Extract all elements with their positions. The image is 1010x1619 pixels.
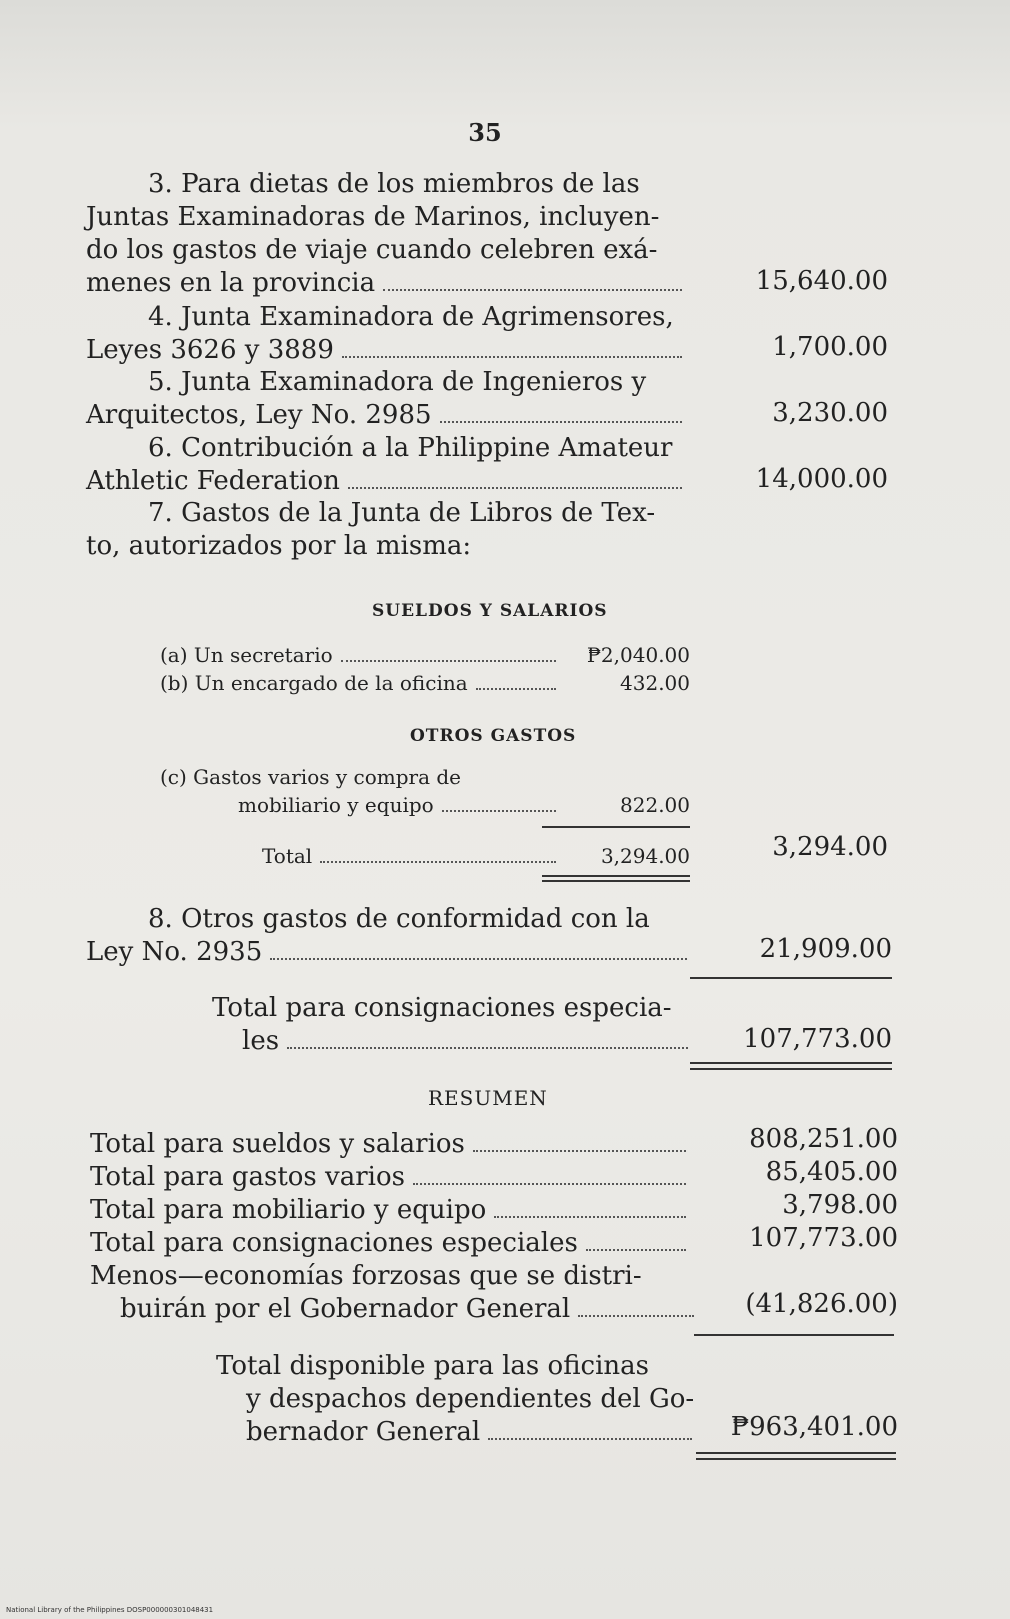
- grand-total-label-3: bernador General: [246, 1417, 481, 1447]
- double-rule-top: [542, 875, 690, 877]
- dot-leader: [342, 355, 682, 358]
- otros-gastos-heading: OTROS GASTOS: [410, 726, 577, 746]
- item-4: [86, 301, 686, 367]
- item-8: [86, 903, 691, 969]
- resumen-menos-amount: (41,826.00): [745, 1289, 898, 1319]
- dot-leader: [578, 1314, 694, 1317]
- resumen-row-3-amount: 3,798.00: [782, 1190, 898, 1220]
- row-a: [160, 641, 690, 669]
- row-c-value: 822.00: [620, 793, 690, 817]
- special-total-amount: 107,773.00: [743, 1024, 892, 1054]
- item-8-line-1: 8. Otros gastos de conformidad con la: [148, 904, 650, 934]
- grand-total-line-3: [246, 1416, 696, 1448]
- library-footer: National Library of the Philippines DOSP000000301048431: [6, 1606, 214, 1614]
- page-number: 35: [468, 118, 502, 147]
- resumen-row-1-amount: 808,251.00: [749, 1124, 898, 1154]
- item-3-line-4: menes en la provincia: [86, 268, 376, 298]
- row-c: [238, 791, 690, 819]
- resumen-row-4: [90, 1227, 690, 1259]
- item-6-amount: 14,000.00: [755, 464, 888, 494]
- dot-leader: [320, 860, 556, 863]
- resumen-menos-line-2: [120, 1293, 698, 1325]
- sueldos-heading: SUELDOS Y SALARIOS: [372, 601, 608, 621]
- dot-leader: [341, 659, 556, 662]
- grand-total-label-2: y despachos dependientes del Go-: [246, 1384, 695, 1414]
- resumen-row-2: [90, 1161, 690, 1193]
- item-7-line-2: to, autorizados por la misma:: [86, 531, 472, 561]
- row-b-value: 432.00: [620, 671, 690, 695]
- row-total-label: Total: [262, 844, 313, 868]
- dot-leader: [413, 1182, 686, 1185]
- dot-leader: [476, 687, 556, 690]
- item-5-line-2: Arquitectos, Ley No. 2985: [86, 400, 432, 430]
- item-4-line-2: Leyes 3626 y 3889: [86, 335, 334, 365]
- resumen-row-1: [90, 1128, 690, 1160]
- grand-total-line-2: [246, 1383, 696, 1415]
- double-rule-bottom: [542, 880, 690, 882]
- resumen-heading: RESUMEN: [428, 1086, 548, 1110]
- double-rule-top: [696, 1452, 896, 1454]
- grand-total-amount: ₱963,401.00: [730, 1412, 898, 1442]
- row-c-line-1: [160, 763, 690, 791]
- resumen-row-3: [90, 1194, 690, 1226]
- row-b: [160, 669, 690, 697]
- item-3-amount: 15,640.00: [755, 266, 888, 296]
- dot-leader: [440, 420, 682, 423]
- item-3-line-3: do los gastos de viaje cuando celebren exá-: [86, 235, 658, 265]
- resumen-row-2-label: Total para gastos varios: [90, 1162, 405, 1192]
- double-rule-bottom: [696, 1458, 896, 1460]
- item-5-line-1: 5. Junta Examinadora de Ingenieros y: [148, 367, 647, 397]
- row-a-label: (a) Un secretario: [160, 643, 333, 667]
- dot-leader: [473, 1149, 686, 1152]
- row-c-label-2: mobiliario y equipo: [238, 793, 434, 817]
- special-total-line-1: Total para consignaciones especia-: [212, 993, 672, 1023]
- subtotal-rule: [542, 826, 690, 828]
- resumen-menos-label-1: Menos—economías forzosas que se distri-: [90, 1261, 642, 1291]
- grand-total-label-1: Total disponible para las oficinas: [216, 1351, 649, 1381]
- item-8-amount: 21,909.00: [759, 934, 892, 964]
- dot-leader: [270, 957, 687, 960]
- item-6-line-2: Athletic Federation: [86, 466, 340, 496]
- resumen-menos-line-1: [90, 1260, 690, 1292]
- resumen-row-4-amount: 107,773.00: [749, 1223, 898, 1253]
- total-rule: [690, 977, 892, 979]
- double-rule-top: [690, 1062, 892, 1064]
- row-a-value: ₱2,040.00: [586, 643, 690, 667]
- item-3-line-2: Juntas Examinadoras de Marinos, incluyen-: [86, 202, 660, 232]
- item-3-line-1: 3. Para dietas de los miembros de las: [148, 169, 640, 199]
- total-rule: [694, 1334, 894, 1336]
- row-total: [262, 842, 690, 870]
- dot-leader: [488, 1437, 692, 1440]
- special-total: [212, 992, 692, 1058]
- row-b-label: (b) Un encargado de la oficina: [160, 671, 468, 695]
- item-7-amount: 3,294.00: [772, 832, 888, 862]
- grand-total-line-1: [216, 1350, 696, 1382]
- row-c-label-1: (c) Gastos varios y compra de: [160, 765, 462, 789]
- item-6: [86, 432, 686, 498]
- row-total-value: 3,294.00: [600, 844, 690, 868]
- resumen-row-3-label: Total para mobiliario y equipo: [90, 1195, 487, 1225]
- dot-leader: [586, 1248, 686, 1251]
- dot-leader: [348, 486, 682, 489]
- resumen-row-2-amount: 85,405.00: [765, 1157, 898, 1187]
- item-4-line-1: 4. Junta Examinadora de Agrimensores,: [148, 302, 674, 332]
- resumen-menos-label-2: buirán por el Gobernador General: [120, 1294, 571, 1324]
- resumen-row-1-label: Total para sueldos y salarios: [90, 1129, 465, 1159]
- item-5: [86, 366, 686, 432]
- item-7: [86, 497, 686, 563]
- double-rule-bottom: [690, 1068, 892, 1070]
- dot-leader: [383, 288, 682, 291]
- dot-leader: [494, 1215, 686, 1218]
- dot-leader: [442, 809, 556, 812]
- item-7-line-1: 7. Gastos de la Junta de Libros de Tex-: [148, 498, 656, 528]
- item-4-amount: 1,700.00: [772, 332, 888, 362]
- item-6-line-1: 6. Contribución a la Philippine Amateur: [148, 433, 673, 463]
- special-total-line-2: les: [242, 1026, 280, 1056]
- dot-leader: [287, 1046, 688, 1049]
- item-3: [86, 168, 686, 300]
- item-5-amount: 3,230.00: [772, 398, 888, 428]
- item-8-line-2: Ley No. 2935: [86, 937, 263, 967]
- resumen-row-4-label: Total para consignaciones especiales: [90, 1228, 578, 1258]
